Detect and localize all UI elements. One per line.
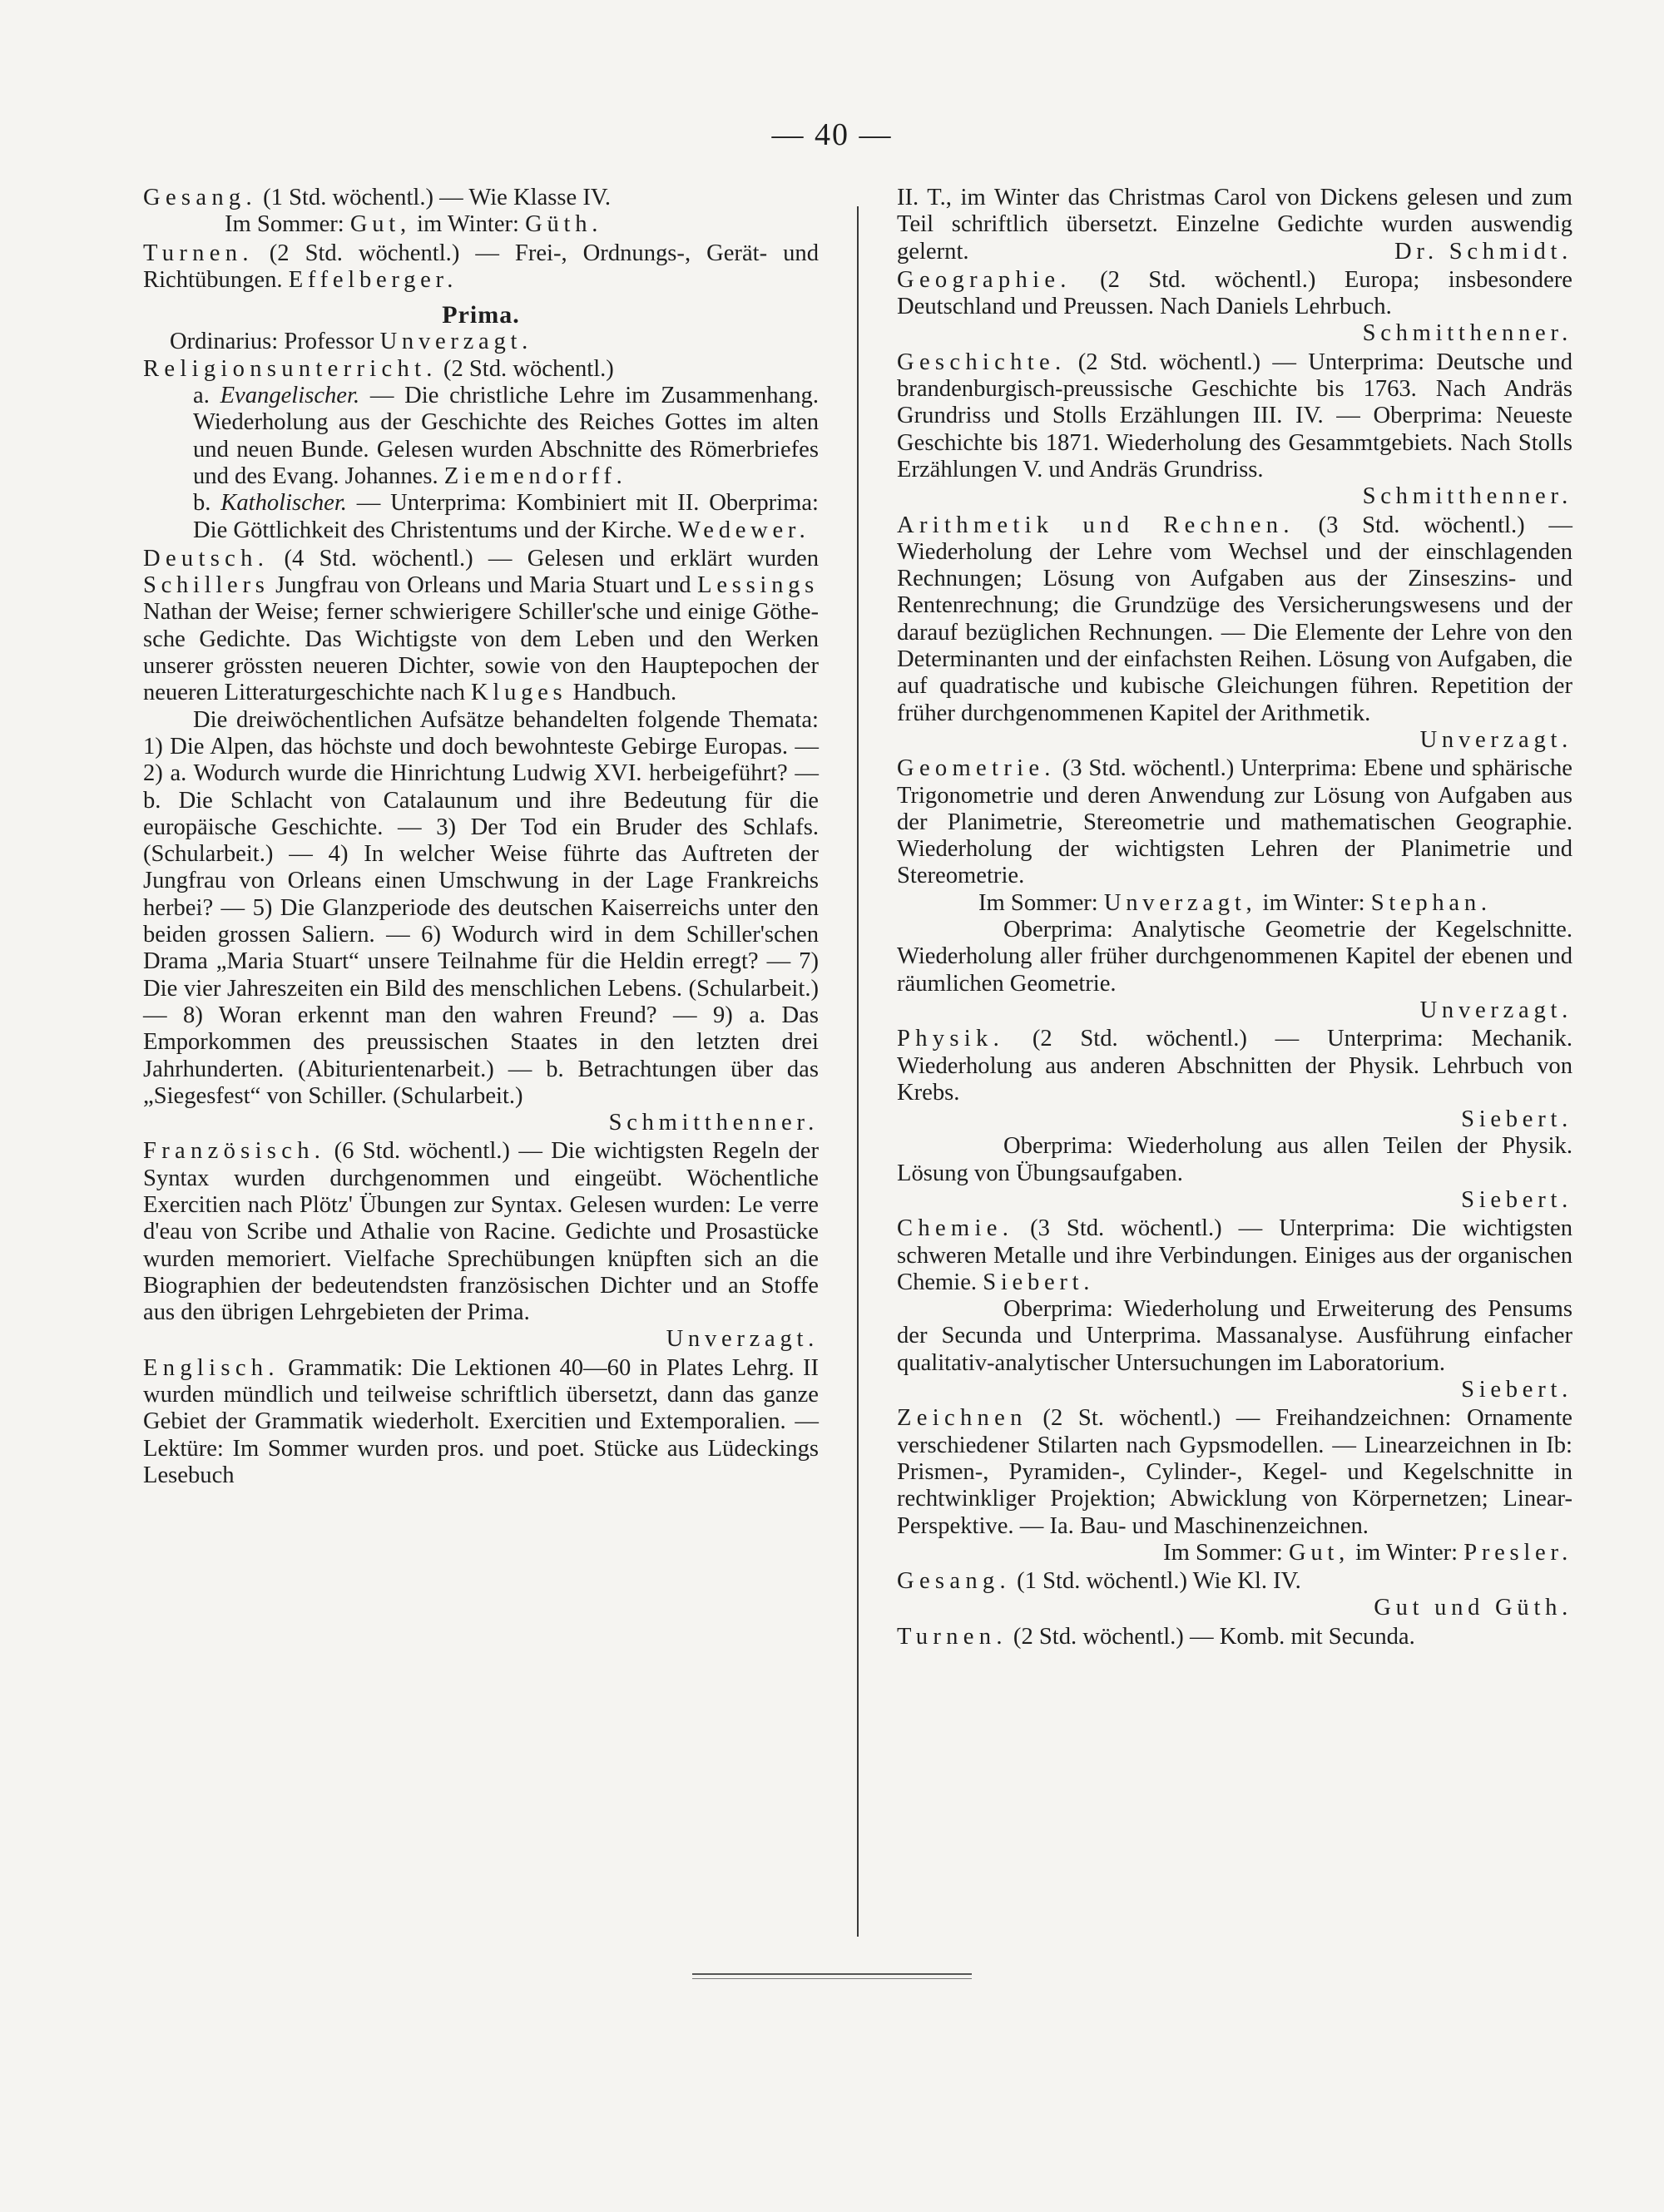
- teacher-name: Gut und Güth.: [1374, 1595, 1572, 1621]
- teacher-name: Siebert.: [1461, 1186, 1572, 1213]
- ordinarius-line: [143, 329, 819, 355]
- subject-label: Deutsch.: [143, 545, 270, 572]
- entry-gesang: [897, 1568, 1572, 1622]
- subject-label: Englisch.: [143, 1354, 280, 1381]
- entry-text: (2 Std. wöchentl.) — Komb. mit Secunda.: [1013, 1623, 1415, 1650]
- ordinarius-label: Ordinarius: Professor: [170, 329, 374, 355]
- entry-text: Nathan der Weise; ferner schwierigere Schiller'sche und einige Göthe-sche Gedichte. Das Wichtigste von dem Leben und den Werken unserer grössten neueren Dichter, sowie von den Hauptepochen der neueren Litteraturgeschichte nach: [143, 599, 819, 706]
- season-label: im Winter:: [417, 211, 520, 238]
- entry-englisch: [143, 1355, 819, 1489]
- entry-text: (1 Std. wöchentl.) — Wie Klasse IV.: [263, 185, 612, 210]
- entry-text: (2 Std. wöchentl.): [443, 355, 614, 382]
- subject-label: Gesang.: [897, 1568, 1011, 1595]
- entry-text: (2 St. wöchentl.) — Freihandzeichnen: Ornamente verschiedener Stilarten nach Gypsmodellen. — Linearzeichnen in Ib: Prismen-, Pyramiden-, Cylinder-, Kegel- und Kegelschnitte in rechtwinkliger Projektion; Abwicklung von Körpernetzen; Linear-Perspektive. — Ia. Bau- und Maschinenzeichnen.: [897, 1405, 1572, 1539]
- season-label: im Winter:: [1262, 889, 1365, 916]
- author-name: Schillers: [143, 572, 270, 599]
- column-divider: [857, 206, 859, 1937]
- season-label: im Winter:: [1355, 1539, 1458, 1566]
- entry-deutsch: [143, 546, 819, 1137]
- sub-title: Evangelischer.: [220, 383, 360, 409]
- teacher-name: Unverzagt.: [1419, 726, 1572, 753]
- end-rule-secondary: [692, 1978, 972, 1979]
- subject-label: Arithmetik und Rechnen.: [897, 512, 1295, 538]
- list-marker: b.: [193, 490, 211, 517]
- entry-geschichte: [897, 349, 1572, 511]
- entry-text: (3 Std. wöchentl.) — Unterprima: Die wichtigsten schweren Metalle und ihre Verbindungen. Einiges aus der organischen Chemie.: [897, 1215, 1572, 1295]
- teacher-name: Stephan.: [1370, 889, 1492, 916]
- teacher-name: Presler.: [1463, 1539, 1572, 1566]
- left-column: [143, 185, 819, 1489]
- right-column: [897, 185, 1572, 1650]
- teachers-line: [897, 890, 1572, 917]
- subject-label: Turnen.: [897, 1623, 1008, 1650]
- subject-label: Chemie.: [897, 1215, 1014, 1242]
- entry-text: (2 Std. wöchentl.) Europa; insbesondere Deutschland und Preussen. Nach Daniels Lehrbuch.: [897, 266, 1572, 320]
- teacher-name: Unverzagt.: [1419, 997, 1572, 1023]
- entry-text: Handbuch.: [572, 680, 677, 706]
- list-marker: a.: [193, 383, 210, 409]
- teacher-name: Unverzagt,: [1103, 889, 1257, 916]
- oberprima-text: Oberprima: Wiederholung aus allen Teilen der Physik. Lösung von Übungsaufgaben.: [897, 1133, 1572, 1186]
- teacher-name: Schmitthenner.: [1362, 320, 1572, 347]
- subject-label: Religionsunterricht.: [143, 355, 438, 382]
- teacher-name: Gut,: [349, 211, 411, 238]
- essay-themes: Die dreiwöchentlichen Aufsätze behandelten folgende Themata: 1) Die Alpen, das höchste und doch bewohnteste Gebirge Europas. — 2) a. Wodurch wurde die Hinrichtung Ludwig XVI. herbeigeführt? — b. Die Schlacht von Catalaunum und ihre Bedeutung für die europäische Geschichte. — 3) Der Tod ein Bruder des Schlafs. (Schularbeit.) — 4) In welcher Weise führte das Auftreten der Jungfrau von Orleans einen Umschwung in der Lage Frankreichs herbei? — 5) Die Glanzperiode des deutschen Kaiserreichs unter den beiden grossen Saliern. — 6) Wodurch wird in dem Schiller'schen Drama „Maria Stuart“ unsere Teilnahme für die Heldin erregt? — 7) Die vier Jahreszeiten ein Bild des menschlichen Lebens. (Schularbeit.) — 8) Woran erkennt man den wahren Freund? — 9) a. Das Emporkommen des preussischen Staates in den letzten drei Jahrhunderten. (Abiturientenarbeit.) — b. Betrachtungen über das „Siegesfest“ von Schiller. (Schularbeit.): [143, 706, 819, 1109]
- teacher-name: Ziemendorff.: [443, 463, 627, 489]
- subject-label: Geschichte.: [897, 349, 1067, 375]
- entry-text: Jungfrau von Orleans und Maria Stuart und: [275, 572, 691, 599]
- page-number: — 40 —: [771, 117, 893, 152]
- oberprima-text: Oberprima: Analytische Geometrie der Kegelschnitte. Wiederholung aller früher durchgenommenen Kapitel der ebenen und räumlichen Geometrie.: [897, 917, 1572, 997]
- subject-label: Zeichnen: [897, 1405, 1028, 1432]
- subject-label: Gesang.: [143, 185, 257, 210]
- entry-text: (2 Std. wöchentl.) — Unterprima: Deutsche und brandenburgisch-preussische Geschichte bis 1763. Nach Andräs Grundriss und Stolls Erzählungen III. IV. — Oberprima: Neueste Geschichte bis 1871. Wiederholung des Gesammtgebiets. Nach Stolls Erzählungen V. und Andräs Grundriss.: [897, 349, 1572, 482]
- teacher-name: Siebert.: [1461, 1106, 1572, 1133]
- teacher-name: Gut,: [1289, 1539, 1350, 1566]
- teacher-name: Schmitthenner.: [608, 1110, 819, 1136]
- entry-text: — Unterprima: Kombiniert mit II. Oberprima: Die Göttlichkeit des Christentums und der Kirche.: [193, 490, 819, 543]
- entry-arithmetik: [897, 512, 1572, 755]
- subject-label: Physik.: [897, 1026, 1005, 1052]
- teachers-line: [143, 211, 819, 238]
- section-heading-prima: Prima.: [442, 301, 520, 329]
- entry-physik: [897, 1026, 1572, 1214]
- sub-katholisch: [143, 490, 819, 544]
- teacher-name: Dr. Schmidt.: [1394, 238, 1572, 265]
- entry-turnen-top: [143, 240, 819, 294]
- season-label: Im Sommer:: [1163, 1539, 1283, 1566]
- entry-text: II. T., im Winter das Christmas Carol von Dickens gelesen und zum Teil schriftlich übersetzt. Einzelne Gedichte wurden auswendig gelernt.: [897, 185, 1572, 265]
- entry-franzoesisch: [143, 1138, 819, 1353]
- entry-zeichnen: [897, 1405, 1572, 1566]
- end-rule: [692, 1973, 972, 1975]
- season-label: Im Sommer:: [225, 211, 344, 238]
- author-name: Kluges: [471, 680, 567, 706]
- entry-text: — Die christliche Lehre im Zusammenhang. Wiederholung aus der Geschichte des Reiches Gottes im alten und neuen Bunde. Gelesen wurden Abschnitte des Römerbriefes und des Evang. Johannes.: [193, 383, 819, 489]
- ordinarius-name: Unverzagt.: [379, 329, 532, 355]
- teacher-name: Siebert.: [1461, 1377, 1572, 1403]
- subject-label: Geometrie.: [897, 755, 1056, 782]
- subject-label: Turnen.: [143, 240, 254, 266]
- season-label: Im Sommer:: [978, 889, 1098, 916]
- teacher-name: Schmitthenner.: [1362, 483, 1572, 510]
- entry-text: (4 Std. wöchentl.) — Gelesen und erklärt wurden: [284, 545, 820, 572]
- entry-englisch-continued: [897, 185, 1572, 265]
- entry-text: Grammatik: Die Lektionen 40—60 in Plates Lehrg. II wurden mündlich und teilweise schriftlich übersetzt, dann das ganze Gebiet der Grammatik wiederholt. Exercitien und Extemporalien. — Lektüre: Im Sommer wurden pros. und poet. Stücke aus Lüdeckings Lesebuch: [143, 1354, 819, 1488]
- oberprima-text: Oberprima: Wiederholung und Erweiterung des Pensums der Secunda und Unterprima. Massanalyse. Ausführung einfacher qualitativ-analytischer Untersuchungen im Laboratorium.: [897, 1296, 1572, 1376]
- author-name: Lessings: [697, 572, 819, 599]
- teacher-name: Unverzagt.: [666, 1326, 819, 1353]
- entry-text: (3 Std. wöchentl.) — Wiederholung der Lehre vom Wechsel und der einschlagenden Rechnungen; Lösung von Aufgaben aus der Zinseszins- und Rentenrechnung; die Grundzüge des Versicherungswesens und der darauf bezüglichen Rechnungen. — Die Elemente der Lehre von den Determinanten und der einfachsten Reihen. Lösung von Aufgaben, die auf quadratische und kubische Gleichungen führen. Repetition der früher durchgenommenen Kapitel der Arithmetik.: [897, 512, 1572, 726]
- teachers-line: [897, 1540, 1572, 1566]
- sub-evangelisch: [143, 383, 819, 490]
- entry-text: (3 Std. wöchentl.) Unterprima: Ebene und sphärische Trigonometrie und deren Anwendung zur Lösung von Aufgaben aus der Planimetrie, Stereometrie und mathematischen Geographie. Wiederholung der wichtigsten Lehren der Planimetrie und Stereometrie.: [897, 755, 1572, 889]
- entry-geographie: [897, 267, 1572, 348]
- entry-text: (1 Std. wöchentl.) Wie Kl. IV.: [1017, 1568, 1301, 1595]
- teacher-name: Effelberger.: [288, 266, 458, 293]
- subject-label: Französisch.: [143, 1138, 326, 1165]
- teacher-name: Güth.: [525, 211, 603, 238]
- teacher-name: Wedewer.: [677, 517, 810, 543]
- entry-religion: [143, 356, 819, 544]
- entry-chemie: [897, 1215, 1572, 1403]
- entry-geometrie: [897, 755, 1572, 1024]
- entry-turnen: [897, 1624, 1572, 1650]
- entry-text: (6 Std. wöchentl.) — Die wichtigsten Regeln der Syntax wurden durchgenommen und eingeübt. Wöchentliche Exercitien nach Plötz' Übungen zur Syntax. Gelesen wurden: Le verre d'eau von Scribe und Athalie von Racine. Gedichte und Prosastücke wurden memoriert. Vielfache Sprechübungen knüpften sich an die Biographien der bedeutendsten französischen Dichter und an Stoffe aus den übrigen Lehrgebieten der Prima.: [143, 1138, 819, 1326]
- entry-text: (2 Std. wöchentl.) — Unterprima: Mechanik. Wiederholung aus anderen Abschnitten der Physik. Lehrbuch von Krebs.: [897, 1026, 1573, 1106]
- entry-text: (2 Std. wöchentl.) — Frei-, Ordnungs-, Gerät- und Richtübungen.: [143, 240, 819, 293]
- sub-title: Katholischer.: [220, 490, 347, 517]
- entry-gesang-top: [143, 185, 819, 239]
- teacher-name: Siebert.: [983, 1269, 1095, 1295]
- subject-label: Geographie.: [897, 266, 1072, 293]
